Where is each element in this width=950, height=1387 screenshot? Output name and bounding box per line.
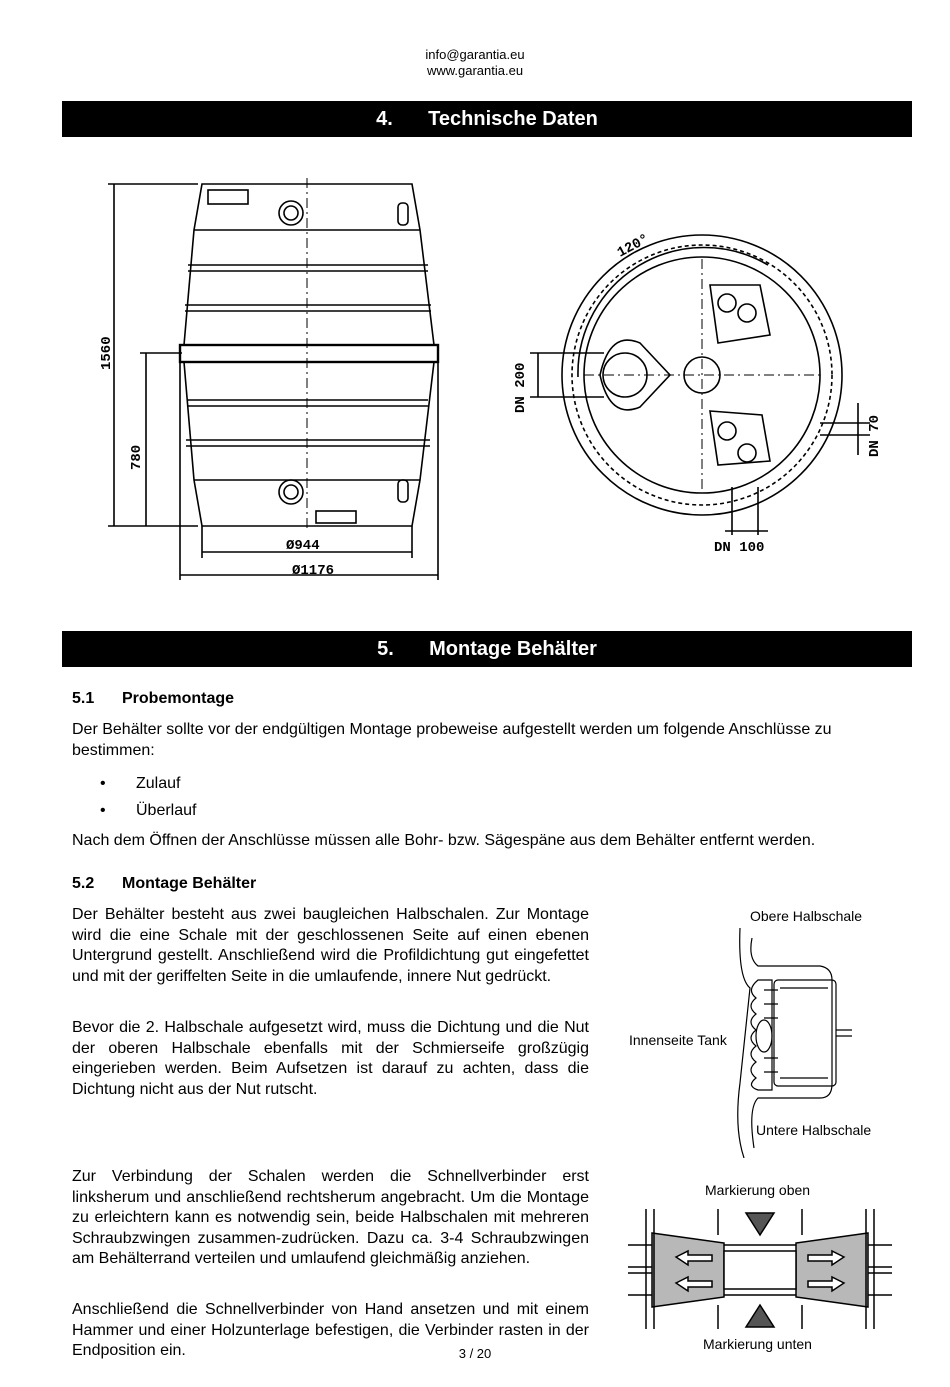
subsection-5-2-number: 5.2 — [72, 875, 95, 892]
section-5-heading — [62, 631, 912, 667]
page-number: 3 / 20 — [458, 1346, 492, 1361]
section-5-number: 5. — [377, 638, 394, 660]
subsection-5-1-title: Probemontage — [122, 690, 235, 707]
height-total-label: 1560 — [99, 336, 115, 370]
seal-label-inside: Innenseite Tank — [629, 1032, 727, 1048]
dn-bottom-label: DN 100 — [714, 540, 765, 556]
seal-label-bottom: Untere Halbschale — [756, 1122, 872, 1138]
section-5-title: Montage Behälter — [429, 638, 597, 660]
diameter-outer-label: Ø1176 — [292, 563, 335, 579]
subsection-5-2-title: Montage Behälter — [122, 875, 257, 892]
bullet-ueberlauf-text: Überlauf — [136, 802, 197, 819]
probemontage-outro: Nach dem Öffnen der Anschlüsse müssen alle Bohr- bzw. Sägespäne aus dem Behälter entfernt werden. — [72, 832, 816, 849]
montage-paragraph-2: Bevor die 2. Halbschale aufgesetzt wird, muss die Dichtung und die Nut der oberen Halbschale ebenfalls mit der Schmierseife großzügig eingerieben werden. Beim Aufsetzen ist darauf zu achten, dass die Dichtung nicht aus der Nut rutscht. — [72, 1019, 589, 1098]
bullet-zulauf: • Zulauf — [100, 775, 181, 792]
montage-paragraph-1: Der Behälter besteht aus zwei baugleichen Halbschalen. Zur Montage wird die eine Schale mit der geschlossenen Seite auf einen ebenen Untergrund gestellt. Anschließend wird die Profildichtung gut eingefettet und mit der geriffelten Seite in die umlaufende, innere Nut gedrückt. — [72, 906, 589, 985]
dn-side-label: DN 70 — [867, 414, 883, 457]
section-4-heading — [62, 101, 912, 137]
montage-paragraph-4: Anschließend die Schnellverbinder von Hand ansetzen und mit einem Hammer und einer Holzunterlage befestigen, die Verbinder rasten in der Endposition ein. — [72, 1301, 589, 1359]
header-website: www.garantia.eu — [426, 63, 524, 78]
montage-paragraph-3: Zur Verbindung der Schalen werden die Schnellverbinder erst linksherum und anschließend rechtsherum angebracht. Um die Montage zu erleichtern kann es notwendig sein, beide Halbschalen mit mehreren Schraubzwingen zusammen-zudrücken. Dazu ca. 3-4 Schraubzwingen am Behälterrand verteilen und umlaufend gleichmäßig anziehen. — [72, 1168, 589, 1267]
tank-side-view-drawing — [90, 170, 450, 590]
section-4-title: Technische Daten — [428, 108, 598, 130]
bullet-zulauf-text: Zulauf — [136, 775, 181, 792]
header-email: info@garantia.eu — [425, 47, 525, 62]
dn-inlet-label: DN 200 — [513, 362, 529, 413]
subsection-5-2-heading — [72, 874, 256, 894]
height-half-label: 780 — [129, 444, 145, 470]
connector-label-bottom: Markierung unten — [703, 1336, 812, 1352]
bullet-ueberlauf: • Überlauf — [100, 802, 197, 819]
diameter-inner-label: Ø944 — [286, 538, 320, 554]
quick-connector-drawing — [624, 1205, 896, 1333]
seal-label-top: Obere Halbschale — [750, 908, 863, 924]
angle-label: 120° — [614, 231, 653, 262]
section-4-number: 4. — [376, 108, 393, 130]
subsection-5-1-heading — [72, 689, 234, 709]
tank-top-view-drawing — [500, 225, 900, 565]
probemontage-intro: Der Behälter sollte vor der endgültigen Montage probeweise aufgestellt werden um folgende Anschlüsse zu bestimmen: — [72, 721, 832, 759]
subsection-5-1-number: 5.1 — [72, 690, 95, 707]
seal-profile-drawing — [710, 918, 860, 1158]
connector-label-top: Markierung oben — [705, 1182, 811, 1198]
